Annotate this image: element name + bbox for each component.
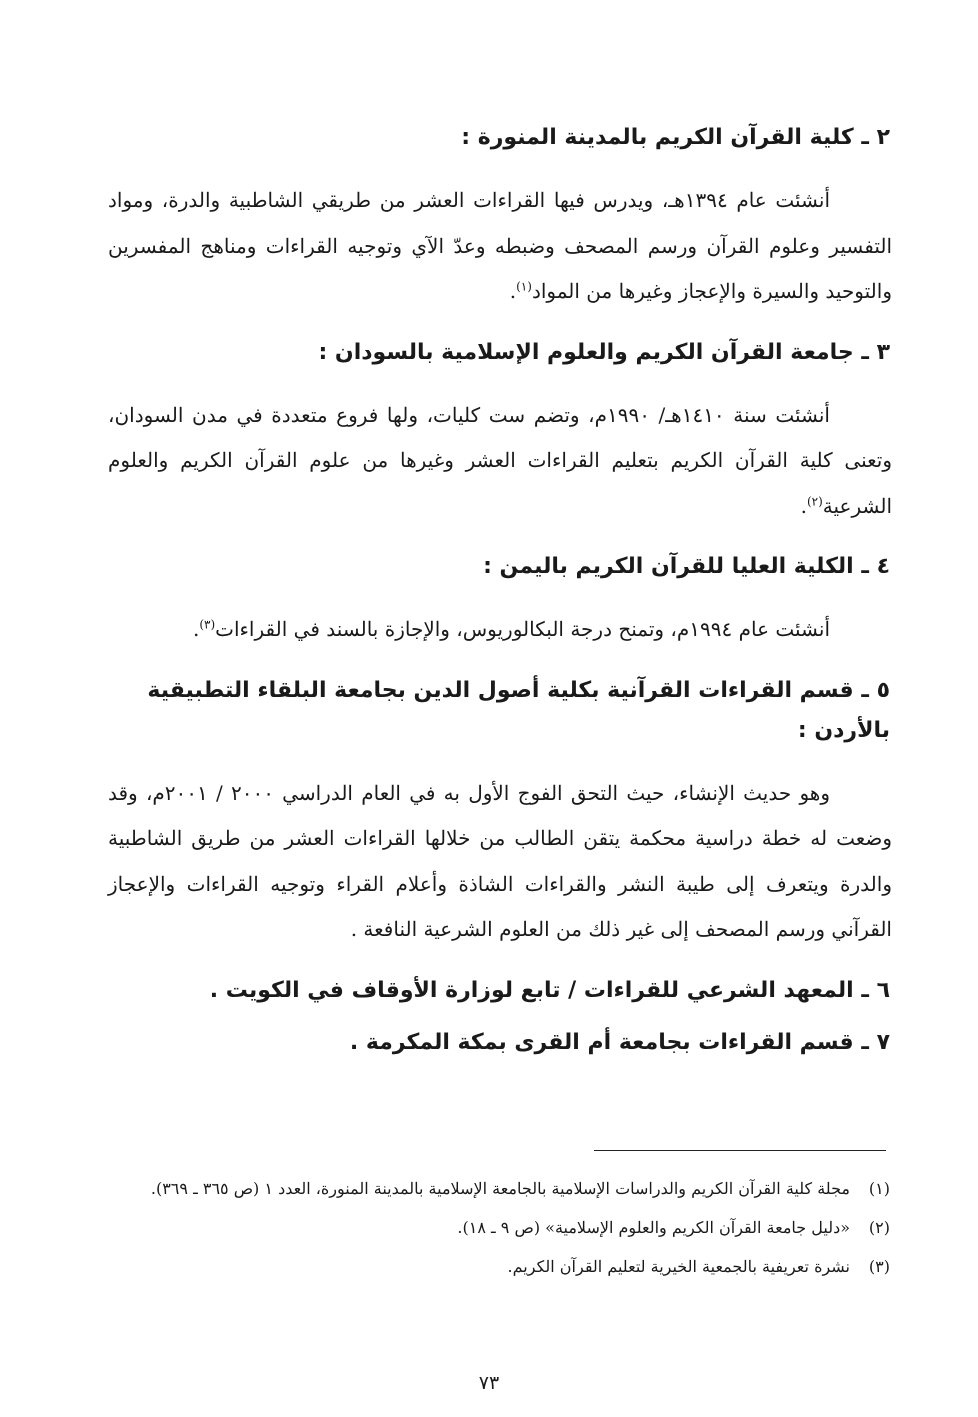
footnote-ref-1[interactable]: (١) (516, 279, 532, 294)
footnotes (108, 1172, 890, 1289)
footnote-1 (108, 1172, 890, 1205)
footnote-text: نشرة تعريفية بالجمعية الخيرية لتعليم القرآن الكريم. (507, 1257, 850, 1276)
footnote-divider (594, 1150, 886, 1151)
section-paragraph-2 (108, 178, 892, 315)
footnote-ref-2[interactable]: (٢) (806, 493, 823, 508)
main-text (108, 118, 892, 1083)
paragraph-tail: . (509, 279, 517, 303)
section-paragraph-5 (108, 771, 892, 953)
section-heading-5: ٥ ـ قسم القراءات القرآنية بكلية أصول الدين بجامعة البلقاء التطبيقية بالأردن : (147, 677, 890, 743)
paragraph-text: وهو حديث الإنشاء، حيث التحق الفوج الأول به في العام الدراسي ٢٠٠٠ / ٢٠٠١م، وقد وضعت له خطة دراسية محكمة يتقن الطالب من خلالها القراءات العشر من طريق الشاطبية والدرة ويتعرف إلى طيبة النشر والقراءات الشاذة وأعلام القراء وتوجيه القراءات والإعجاز القرآني ورسم المصحف إلى غير ذلك من العلوم الشرعية النافعة . (108, 780, 892, 941)
paragraph-text: أنشئت عام ١٣٩٤هـ، ويدرس فيها القراءات العشر من طريقي الشاطبية والدرة، ومواد التفسير وعلوم القرآن ورسم المصحف وضبطه وعدّ الآي وتوجيه القراءات ومناهج المفسرين والتوحيد والسيرة والإعجاز وغيرها من المواد (108, 188, 892, 303)
section-heading-2: ٢ ـ كلية القرآن الكريم بالمدينة المنورة : (461, 125, 890, 150)
paragraph-tail: . (192, 617, 200, 641)
footnote-number: (٣) (868, 1257, 890, 1276)
paragraph-tail: . (800, 493, 807, 518)
footnote-3 (108, 1250, 890, 1283)
footnote-text: «دليل جامعة القرآن الكريم والعلوم الإسلامية» (ص ٩ ـ ١٨). (457, 1218, 850, 1237)
section-heading-4: ٤ ـ الكلية العليا للقرآن الكريم باليمن : (483, 554, 890, 579)
paragraph-text: أنشئت عام ١٩٩٤م، وتمنح درجة البكالوريوس، والإجازة بالسند في القراءات (215, 617, 830, 641)
page-number: ٧٣ (478, 1372, 500, 1394)
section-paragraph-4 (108, 607, 892, 653)
paragraph-text: أنشئت سنة ١٤١٠هـ/ ١٩٩٠م، وتضم ست كليات، ولها فروع متعددة في مدن السودان، وتعنى كلية القرآن الكريم بتعليم القراءات العشر وغيرها من علوم القرآن الكريم والعلوم الشرعية (108, 402, 892, 518)
footnote-text: مجلة كلية القرآن الكريم والدراسات الإسلامية بالجامعة الإسلامية بالمدينة المنورة، العدد ١ (ص ٣٦٥ ـ ٣٦٩). (150, 1179, 850, 1198)
section-heading-3: ٣ ـ جامعة القرآن الكريم والعلوم الإسلامية بالسودان : (318, 339, 890, 365)
footnote-number: (٢) (868, 1218, 890, 1237)
section-paragraph-3 (108, 393, 892, 530)
section-heading-7: ٧ ـ قسم القراءات بجامعة أم القرى بمكة المكرمة . (349, 1029, 890, 1055)
footnote-2 (108, 1211, 890, 1244)
section-heading-6: ٦ ـ المعهد الشرعي للقراءات / تابع لوزارة الأوقاف في الكويت . (209, 977, 890, 1003)
footnote-ref-3[interactable]: (٣) (199, 617, 216, 632)
footnote-number: (١) (868, 1179, 890, 1198)
